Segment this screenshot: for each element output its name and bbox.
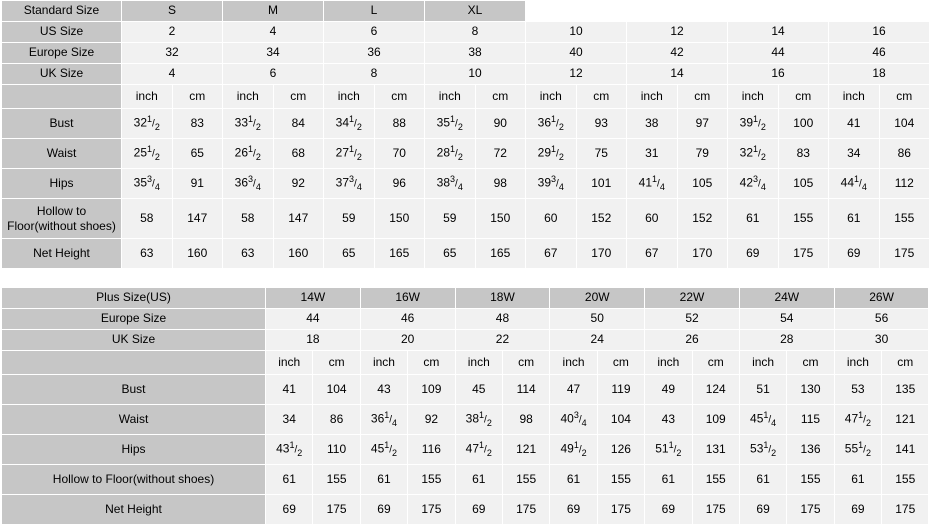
measurement-value: 175 <box>597 495 644 525</box>
size-value: 36 <box>324 43 425 64</box>
measurement-value: 43 <box>645 405 692 435</box>
measurement-value: $36^1/_2$ <box>526 109 577 139</box>
measurement-value: 65 <box>324 239 375 269</box>
corner-label: Standard Size <box>2 1 122 22</box>
unit-inch: inch <box>645 351 692 375</box>
measurement-value: 61 <box>834 465 881 495</box>
size-group-xl: XL <box>425 1 526 22</box>
size-value: 24 <box>550 330 645 351</box>
measurement-label-line2: Floor(without shoes) <box>7 218 116 233</box>
size-value: 44 <box>728 43 829 64</box>
measurement-value: 43 <box>360 375 407 405</box>
measurement-value: 150 <box>374 199 425 239</box>
measurement-value: 104 <box>313 375 360 405</box>
measurement-value: 130 <box>787 375 834 405</box>
size-group-14w: 14W <box>266 288 361 309</box>
unit-cm: cm <box>787 351 834 375</box>
unit-cm: cm <box>475 85 526 109</box>
measurement-value: $42^3/_4$ <box>728 169 779 199</box>
unit-inch: inch <box>728 85 779 109</box>
measurement-value: 155 <box>882 465 929 495</box>
measurement-value: 69 <box>728 239 779 269</box>
size-value: 40 <box>526 43 627 64</box>
table-row <box>2 288 929 309</box>
size-group-22w: 22W <box>645 288 740 309</box>
measurement-value: $43^1/_2$ <box>266 435 313 465</box>
corner-label: Plus Size(US) <box>2 288 266 309</box>
measurement-value: 75 <box>576 139 627 169</box>
measurement-value: $38^3/_4$ <box>425 169 476 199</box>
measurement-value: 51 <box>739 375 786 405</box>
table-row <box>2 435 929 465</box>
measurement-value: 69 <box>834 495 881 525</box>
measurement-value: 69 <box>455 495 502 525</box>
table-row <box>2 85 930 109</box>
size-value: 12 <box>627 22 728 43</box>
size-value: 4 <box>223 22 324 43</box>
size-value: 6 <box>223 64 324 85</box>
unit-inch: inch <box>360 351 407 375</box>
size-value: 44 <box>266 309 361 330</box>
unit-cm: cm <box>882 351 929 375</box>
measurement-value: $47^1/_2$ <box>834 405 881 435</box>
measurement-value: 58 <box>122 199 173 239</box>
measurement-value: 155 <box>778 199 829 239</box>
unit-cm: cm <box>677 85 728 109</box>
measurement-value: 121 <box>882 405 929 435</box>
measurement-value: $39^1/_2$ <box>728 109 779 139</box>
measurement-value: 98 <box>502 405 549 435</box>
measurement-value: 175 <box>408 495 455 525</box>
size-group-20w: 20W <box>550 288 645 309</box>
measurement-value: $55^1/_2$ <box>834 435 881 465</box>
measurement-label-waist: Waist <box>2 405 266 435</box>
unit-row-label <box>2 85 122 109</box>
measurement-value: $36^3/_4$ <box>223 169 274 199</box>
size-value: 52 <box>645 309 740 330</box>
measurement-value: 69 <box>739 495 786 525</box>
measurement-value: 155 <box>879 199 930 239</box>
measurement-value: 155 <box>408 465 455 495</box>
table-spacer <box>0 269 931 287</box>
row-label-europe-size: Europe Size <box>2 43 122 64</box>
measurement-value: $35^1/_2$ <box>425 109 476 139</box>
measurement-value: 109 <box>692 405 739 435</box>
measurement-label-net-height: Net Height <box>2 239 122 269</box>
table-row <box>2 465 929 495</box>
unit-cm: cm <box>778 85 829 109</box>
measurement-value: 69 <box>266 495 313 525</box>
measurement-value: 68 <box>273 139 324 169</box>
unit-inch: inch <box>324 85 375 109</box>
measurement-value: 34 <box>829 139 880 169</box>
unit-cm: cm <box>408 351 455 375</box>
size-value: 18 <box>829 64 930 85</box>
size-group-m: M <box>223 1 324 22</box>
size-value: 10 <box>526 22 627 43</box>
measurement-label-line1: Hollow to <box>36 204 87 219</box>
measurement-value: 124 <box>692 375 739 405</box>
unit-cm: cm <box>374 85 425 109</box>
measurement-value: 69 <box>829 239 880 269</box>
measurement-value: $27^1/_2$ <box>324 139 375 169</box>
size-value: 20 <box>360 330 455 351</box>
measurement-value: 63 <box>122 239 173 269</box>
measurement-value: $37^3/_4$ <box>324 169 375 199</box>
measurement-value: 105 <box>677 169 728 199</box>
measurement-value: 110 <box>313 435 360 465</box>
measurement-value: 49 <box>645 375 692 405</box>
size-value: 12 <box>526 64 627 85</box>
unit-inch: inch <box>122 85 173 109</box>
measurement-value: $53^1/_2$ <box>739 435 786 465</box>
table-row <box>2 495 929 525</box>
measurement-value: 101 <box>576 169 627 199</box>
measurement-value: 160 <box>172 239 223 269</box>
measurement-value: 175 <box>692 495 739 525</box>
size-value: 46 <box>829 43 930 64</box>
measurement-value: 58 <box>223 199 274 239</box>
measurement-value: 152 <box>576 199 627 239</box>
measurement-value: 109 <box>408 375 455 405</box>
measurement-value: $32^1/_2$ <box>728 139 779 169</box>
size-value: 8 <box>324 64 425 85</box>
size-value: 14 <box>627 64 728 85</box>
measurement-value: 47 <box>550 375 597 405</box>
table-row <box>2 405 929 435</box>
measurement-value: 155 <box>787 465 834 495</box>
size-group-24w: 24W <box>739 288 834 309</box>
size-value: 28 <box>739 330 834 351</box>
size-value: 34 <box>223 43 324 64</box>
measurement-value: 69 <box>645 495 692 525</box>
unit-cm: cm <box>576 85 627 109</box>
size-value: 46 <box>360 309 455 330</box>
measurement-value: 175 <box>313 495 360 525</box>
table-row <box>2 22 930 43</box>
measurement-value: $39^3/_4$ <box>526 169 577 199</box>
measurement-value: 175 <box>778 239 829 269</box>
measurement-value: 119 <box>597 375 644 405</box>
measurement-value: $45^1/_2$ <box>360 435 407 465</box>
measurement-value: 38 <box>627 109 678 139</box>
measurement-value: 155 <box>597 465 644 495</box>
unit-inch: inch <box>627 85 678 109</box>
measurement-value: $29^1/_2$ <box>526 139 577 169</box>
measurement-value: 155 <box>502 465 549 495</box>
measurement-value: 53 <box>834 375 881 405</box>
measurement-value: 61 <box>645 465 692 495</box>
unit-cm: cm <box>313 351 360 375</box>
table-row <box>2 330 929 351</box>
measurement-value: 61 <box>739 465 786 495</box>
table-row <box>2 64 930 85</box>
measurement-value: 92 <box>273 169 324 199</box>
measurement-value: 155 <box>313 465 360 495</box>
unit-inch: inch <box>739 351 786 375</box>
size-group-18w: 18W <box>455 288 550 309</box>
measurement-value: 100 <box>778 109 829 139</box>
size-value: 4 <box>122 64 223 85</box>
measurement-value: $41^1/_4$ <box>627 169 678 199</box>
measurement-value: 34 <box>266 405 313 435</box>
measurement-label-hips: Hips <box>2 169 122 199</box>
measurement-value: 112 <box>879 169 930 199</box>
table-row <box>2 375 929 405</box>
measurement-value: 41 <box>829 109 880 139</box>
measurement-value: 67 <box>627 239 678 269</box>
table-row <box>2 351 929 375</box>
size-value: 8 <box>425 22 526 43</box>
measurement-value: 165 <box>475 239 526 269</box>
measurement-value: 65 <box>425 239 476 269</box>
measurement-value: 70 <box>374 139 425 169</box>
measurement-value: 61 <box>829 199 880 239</box>
measurement-value: 92 <box>408 405 455 435</box>
unit-cm: cm <box>879 85 930 109</box>
measurement-value: $36^1/_4$ <box>360 405 407 435</box>
measurement-value: 86 <box>313 405 360 435</box>
table-row <box>2 109 930 139</box>
size-value: 22 <box>455 330 550 351</box>
measurement-value: 61 <box>550 465 597 495</box>
measurement-value: 126 <box>597 435 644 465</box>
measurement-value: 61 <box>360 465 407 495</box>
measurement-value: 170 <box>576 239 627 269</box>
measurement-value: $25^1/_2$ <box>122 139 173 169</box>
row-label-us-size: US Size <box>2 22 122 43</box>
size-value: 56 <box>834 309 929 330</box>
measurement-value: $45^1/_4$ <box>739 405 786 435</box>
size-value: 6 <box>324 22 425 43</box>
measurement-value: 96 <box>374 169 425 199</box>
measurement-value: $38^1/_2$ <box>455 405 502 435</box>
unit-cm: cm <box>502 351 549 375</box>
size-value: 50 <box>550 309 645 330</box>
measurement-value: 147 <box>273 199 324 239</box>
measurement-value: 91 <box>172 169 223 199</box>
measurement-value: 41 <box>266 375 313 405</box>
unit-row-label <box>2 351 266 375</box>
measurement-value: 79 <box>677 139 728 169</box>
size-value: 32 <box>122 43 223 64</box>
measurement-value: 175 <box>882 495 929 525</box>
size-value: 38 <box>425 43 526 64</box>
table-row <box>2 169 930 199</box>
measurement-value: 61 <box>455 465 502 495</box>
measurement-value: 88 <box>374 109 425 139</box>
measurement-value: 150 <box>475 199 526 239</box>
measurement-value: $44^1/_4$ <box>829 169 880 199</box>
unit-cm: cm <box>172 85 223 109</box>
measurement-value: 59 <box>324 199 375 239</box>
unit-inch: inch <box>455 351 502 375</box>
table-row <box>2 1 930 22</box>
measurement-label-hollow-to-floor-without-shoes <box>2 199 122 239</box>
measurement-value: 155 <box>692 465 739 495</box>
unit-inch: inch <box>266 351 313 375</box>
measurement-label-waist: Waist <box>2 139 122 169</box>
size-value: 16 <box>829 22 930 43</box>
unit-inch: inch <box>829 85 880 109</box>
measurement-value: $32^1/_2$ <box>122 109 173 139</box>
size-value: 16 <box>728 64 829 85</box>
size-value: 54 <box>739 309 834 330</box>
measurement-value: 131 <box>692 435 739 465</box>
size-value: 18 <box>266 330 361 351</box>
measurement-label-hips: Hips <box>2 435 266 465</box>
size-group-26w: 26W <box>834 288 929 309</box>
measurement-value: $49^1/_2$ <box>550 435 597 465</box>
unit-cm: cm <box>273 85 324 109</box>
measurement-value: $33^1/_2$ <box>223 109 274 139</box>
measurement-value: 60 <box>526 199 577 239</box>
measurement-value: 69 <box>550 495 597 525</box>
unit-inch: inch <box>425 85 476 109</box>
measurement-value: 98 <box>475 169 526 199</box>
measurement-value: 160 <box>273 239 324 269</box>
measurement-value: 63 <box>223 239 274 269</box>
measurement-value: 61 <box>728 199 779 239</box>
measurement-value: 90 <box>475 109 526 139</box>
unit-cm: cm <box>692 351 739 375</box>
measurement-value: 93 <box>576 109 627 139</box>
measurement-value: 97 <box>677 109 728 139</box>
size-group-16w: 16W <box>360 288 455 309</box>
unit-inch: inch <box>223 85 274 109</box>
measurement-value: 114 <box>502 375 549 405</box>
measurement-value: 116 <box>408 435 455 465</box>
measurement-value: $26^1/_2$ <box>223 139 274 169</box>
size-value: 42 <box>627 43 728 64</box>
table-row <box>2 139 930 169</box>
measurement-value: 136 <box>787 435 834 465</box>
table-row <box>2 309 929 330</box>
unit-inch: inch <box>834 351 881 375</box>
measurement-value: 135 <box>882 375 929 405</box>
table-row <box>2 239 930 269</box>
measurement-value: 165 <box>374 239 425 269</box>
measurement-value: 59 <box>425 199 476 239</box>
measurement-value: 84 <box>273 109 324 139</box>
size-value: 10 <box>425 64 526 85</box>
unit-cm: cm <box>597 351 644 375</box>
table-row <box>2 199 930 239</box>
measurement-value: 61 <box>266 465 313 495</box>
measurement-value: 104 <box>879 109 930 139</box>
measurement-value: 105 <box>778 169 829 199</box>
measurement-value: $51^1/_2$ <box>645 435 692 465</box>
measurement-value: 86 <box>879 139 930 169</box>
measurement-value: 175 <box>502 495 549 525</box>
measurement-value: $40^3/_4$ <box>550 405 597 435</box>
measurement-value: 67 <box>526 239 577 269</box>
measurement-value: $35^3/_4$ <box>122 169 173 199</box>
size-group-l: L <box>324 1 425 22</box>
size-value: 26 <box>645 330 740 351</box>
size-value: 48 <box>455 309 550 330</box>
measurement-label-bust: Bust <box>2 109 122 139</box>
measurement-value: 104 <box>597 405 644 435</box>
measurement-value: $47^1/_2$ <box>455 435 502 465</box>
measurement-label-hollow-to-floor-without-shoes: Hollow to Floor(without shoes) <box>2 465 266 495</box>
row-label-uk-size: UK Size <box>2 64 122 85</box>
measurement-value: 83 <box>172 109 223 139</box>
measurement-value: 60 <box>627 199 678 239</box>
measurement-value: 152 <box>677 199 728 239</box>
size-value: 30 <box>834 330 929 351</box>
measurement-value: 175 <box>787 495 834 525</box>
row-label-europe-size: Europe Size <box>2 309 266 330</box>
measurement-value: 141 <box>882 435 929 465</box>
measurement-value: 45 <box>455 375 502 405</box>
measurement-label-net-height: Net Height <box>2 495 266 525</box>
unit-inch: inch <box>526 85 577 109</box>
plus-size-table <box>1 287 929 525</box>
measurement-value: 72 <box>475 139 526 169</box>
measurement-value: 147 <box>172 199 223 239</box>
measurement-value: 83 <box>778 139 829 169</box>
measurement-value: $34^1/_2$ <box>324 109 375 139</box>
row-label-uk-size: UK Size <box>2 330 266 351</box>
size-group-s: S <box>122 1 223 22</box>
measurement-value: 115 <box>787 405 834 435</box>
measurement-value: 69 <box>360 495 407 525</box>
measurement-value: 175 <box>879 239 930 269</box>
unit-inch: inch <box>550 351 597 375</box>
size-value: 14 <box>728 22 829 43</box>
measurement-value: $28^1/_2$ <box>425 139 476 169</box>
standard-size-table <box>1 0 930 269</box>
measurement-value: 121 <box>502 435 549 465</box>
measurement-value: 31 <box>627 139 678 169</box>
measurement-value: 65 <box>172 139 223 169</box>
table-row <box>2 43 930 64</box>
measurement-value: 170 <box>677 239 728 269</box>
measurement-label-bust: Bust <box>2 375 266 405</box>
size-value: 2 <box>122 22 223 43</box>
